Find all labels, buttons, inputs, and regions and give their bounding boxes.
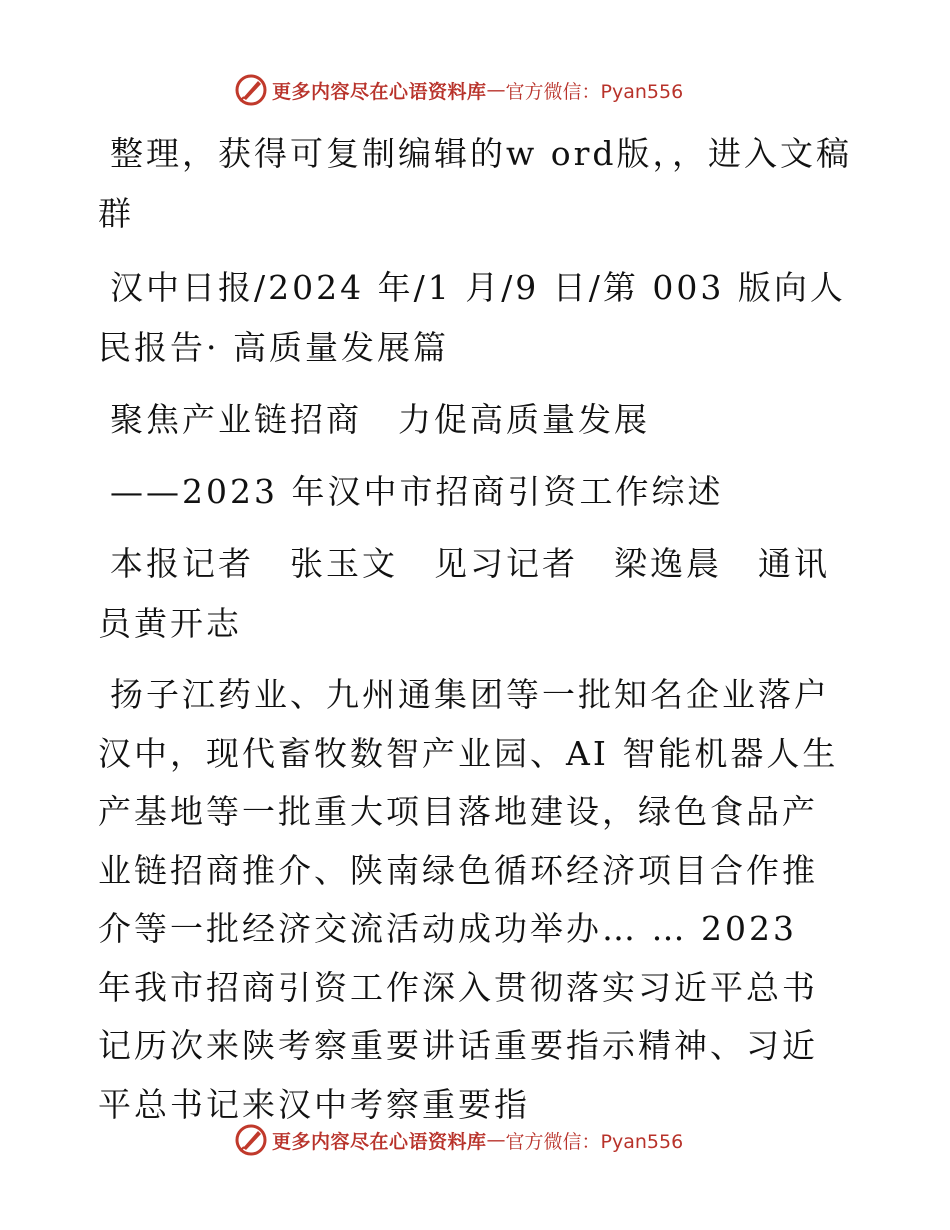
watermark-text: 更多内容尽在心语资料库	[272, 80, 487, 103]
source-line: 汉中日报/2024 年/1 月/9 日/第 003 版向人民报告· 高质量发展篇	[98, 268, 846, 367]
article-content	[98, 124, 853, 1134]
quill-logo-icon	[234, 1123, 268, 1157]
watermark-dash: —	[486, 79, 506, 101]
watermark-suffix: 官方微信：Pyan556	[505, 80, 684, 103]
article-subtitle: ——2023 年汉中市招商引资工作综述	[110, 472, 724, 511]
article-title: 聚焦产业链招商 力促高质量发展	[110, 400, 650, 439]
footer-watermark	[234, 1123, 683, 1157]
intro-paragraph: 整理，获得可复制编辑的w ord版，，进入文稿群	[98, 134, 853, 233]
watermark-text: 更多内容尽在心语资料库	[272, 1130, 487, 1153]
header-watermark	[234, 73, 683, 107]
byline: 本报记者 张玉文 见习记者 梁逸晨 通讯员黄开志	[98, 544, 830, 643]
quill-logo-icon	[234, 73, 268, 107]
watermark-dash: —	[486, 1129, 506, 1151]
body-paragraph: 扬子江药业、九州通集团等一批知名企业落户汉中，现代畜牧数智产业园、AI 智能机器人生产基地等一批重大项目落地建设，绿色食品产业链招商推介、陕南绿色循环经济项目合作推介等一批经济交流活动成功举办… … 2023 年我市招商引资工作深入贯彻落实习近平总书记历次来陕考察重要讲话重要指示精神、习近平总书记来汉中考察重要指	[98, 675, 839, 1124]
watermark-suffix: 官方微信：Pyan556	[505, 1130, 684, 1153]
